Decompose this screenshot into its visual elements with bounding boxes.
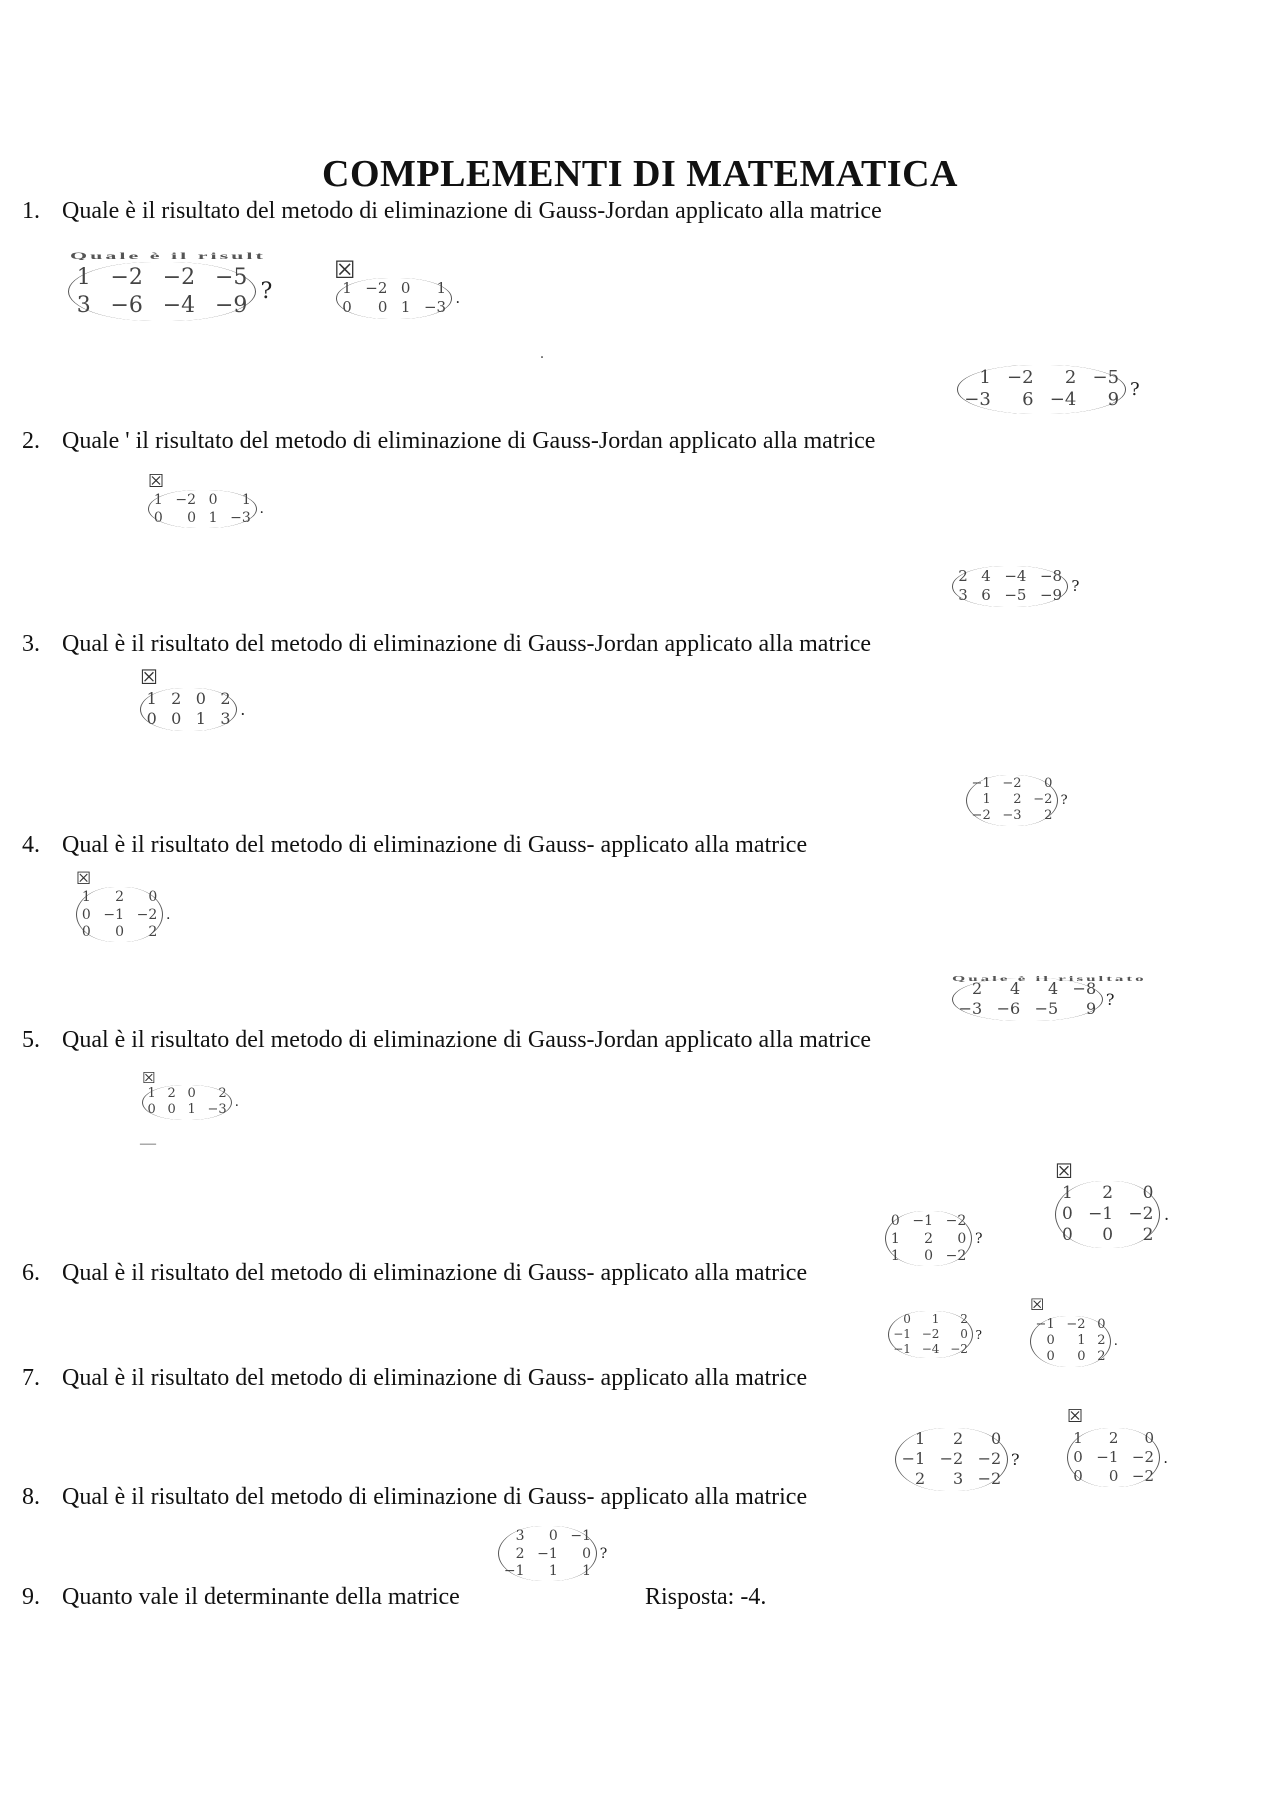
- matrix-cell: −2: [1131, 1466, 1155, 1485]
- matrix-cell: 0: [990, 1429, 1002, 1449]
- question-1: [22, 198, 882, 225]
- matrix-cell: −1: [893, 1326, 911, 1341]
- matrix-cell: 2: [1108, 1429, 1119, 1448]
- matrix-cell: −2: [110, 265, 143, 291]
- matrix-cell: 2: [1097, 1333, 1106, 1349]
- matrix-cell: −2: [971, 808, 991, 824]
- matrix-cell: −1: [570, 1528, 591, 1545]
- check-icon: ☒: [1055, 1159, 1073, 1183]
- matrix-q6-input: [885, 1211, 982, 1266]
- matrix-cell: 0: [81, 906, 91, 923]
- matrix-cell: 0: [957, 1230, 967, 1247]
- check-icon: ☒: [1067, 1406, 1084, 1427]
- matrix-cell: −5: [1034, 999, 1059, 1019]
- matrix-cell: −8: [1072, 979, 1097, 999]
- matrix-cell: −4: [1004, 567, 1027, 586]
- check-icon: ☒: [76, 869, 92, 889]
- matrix-cell: −1: [971, 775, 991, 791]
- matrix-q1-result: [336, 278, 460, 319]
- matrix-cell: 1: [1077, 1333, 1086, 1349]
- matrix-cell: 1: [890, 1230, 900, 1247]
- question-number: 9.: [22, 1584, 40, 1610]
- matrix-suffix: .: [240, 700, 246, 720]
- ghost-text: Quale è il risultato: [952, 974, 1147, 983]
- matrix-cell: 1: [1061, 1182, 1073, 1203]
- matrix-cell: 1: [979, 366, 991, 388]
- matrix-cell: 0: [1061, 1203, 1073, 1224]
- matrix-cell: 2: [958, 567, 968, 586]
- matrix-cell: −5: [1004, 586, 1027, 604]
- matrix-cell: −1: [103, 906, 125, 923]
- matrix-cell: 1: [582, 1563, 591, 1580]
- matrix-cell: −2: [365, 279, 388, 298]
- matrix-cell: −3: [207, 1102, 227, 1118]
- matrix-cell: 0: [1044, 775, 1053, 791]
- matrix-cell: 0: [548, 1528, 558, 1545]
- matrix-suffix: .: [455, 289, 461, 308]
- matrix-cell: −2: [136, 906, 158, 923]
- matrix-grid: [498, 1526, 597, 1581]
- matrix-grid: [1055, 1181, 1160, 1248]
- question-number: 6.: [22, 1260, 40, 1286]
- matrix-cell: 3: [220, 709, 231, 729]
- matrix-cell: 2: [218, 1085, 227, 1101]
- matrix-grid: [148, 490, 257, 528]
- matrix-cell: 1: [890, 1248, 900, 1265]
- matrix-cell: 0: [924, 1248, 934, 1265]
- matrix-cell: −2: [939, 1449, 964, 1469]
- matrix-cell: 0: [1144, 1429, 1155, 1448]
- matrix-cell: −2: [950, 1341, 968, 1356]
- matrix-cell: 0: [1097, 1316, 1106, 1332]
- matrix-cell: 2: [515, 1545, 525, 1562]
- check-icon: ☒: [140, 665, 158, 689]
- matrix-cell: 3: [952, 1469, 964, 1489]
- matrix-cell: 2: [1064, 366, 1077, 388]
- matrix-cell: 4: [1009, 979, 1021, 999]
- matrix-cell: −1: [893, 1341, 911, 1356]
- matrix-q4-result: [76, 887, 170, 942]
- matrix-cell: 1: [147, 1085, 156, 1101]
- matrix-cell: 1: [81, 889, 91, 906]
- matrix-cell: 2: [1044, 808, 1053, 824]
- matrix-cell: −6: [996, 999, 1021, 1019]
- matrix-cell: 1: [76, 265, 91, 291]
- matrix-cell: 1: [241, 492, 251, 509]
- matrix-suffix: .: [165, 906, 171, 923]
- matrix-q3-result: [140, 688, 245, 731]
- matrix-cell: 0: [903, 1311, 911, 1326]
- question-number: 3.: [22, 631, 40, 657]
- matrix-cell: −4: [162, 292, 196, 318]
- matrix-cell: 1: [982, 792, 991, 808]
- matrix-cell: 0: [1073, 1466, 1083, 1485]
- matrix-cell: 0: [187, 509, 197, 526]
- matrix-cell: 0: [81, 924, 91, 941]
- matrix-q1-input: [68, 262, 272, 321]
- matrix-suffix: .: [1113, 1334, 1118, 1350]
- page-title: COMPLEMENTI DI MATEMATICA: [322, 153, 958, 195]
- matrix-cell: −4: [921, 1341, 940, 1356]
- matrix-cell: 1: [187, 1102, 196, 1118]
- matrix-cell: 0: [146, 709, 157, 729]
- matrix-cell: −2: [1002, 775, 1022, 791]
- check-icon: ☒: [1030, 1295, 1045, 1314]
- matrix-grid: [966, 775, 1058, 826]
- matrix-cell: 0: [960, 1326, 968, 1341]
- question-8: [22, 1484, 807, 1511]
- matrix-cell: −2: [945, 1248, 967, 1265]
- matrix-cell: 2: [1097, 1349, 1106, 1365]
- question-text: Quale ' il risultato del metodo di eliminazione di Gauss-Jordan applicato alla matrice: [62, 428, 876, 454]
- matrix-grid: [142, 1085, 232, 1120]
- matrix-cell: 0: [1046, 1349, 1055, 1365]
- matrix-grid: [1067, 1428, 1160, 1487]
- ghost-text: Quale è il risult: [70, 250, 266, 260]
- question-text: Qual è il risultato del metodo di eliminazione di Gauss- applicato alla matrice: [62, 1260, 808, 1286]
- matrix-suffix: .: [1163, 1448, 1169, 1467]
- question-5: [22, 1027, 871, 1054]
- matrix-cell: −9: [1039, 586, 1063, 604]
- question-text: Qual è il risultato del metodo di eliminazione di Gauss- applicato alla matrice: [62, 1484, 808, 1510]
- matrix-q5-input: [952, 978, 1115, 1021]
- matrix-cell: −2: [945, 1213, 967, 1230]
- question-number: 8.: [22, 1484, 40, 1510]
- check-icon: ☒: [148, 471, 165, 492]
- matrix-cell: −3: [964, 389, 991, 411]
- matrix-cell: 1: [208, 509, 218, 526]
- matrix-grid: [140, 688, 237, 731]
- question-text: Qual è il risultato del metodo di eliminazione di Gauss-Jordan applicato alla matrice: [62, 631, 872, 657]
- matrix-grid: [957, 365, 1126, 414]
- matrix-cell: 2: [1013, 792, 1022, 808]
- matrix-q7-result: [1030, 1316, 1118, 1367]
- matrix-cell: −3: [230, 509, 251, 526]
- matrix-cell: 0: [171, 709, 182, 729]
- matrix-cell: 0: [342, 298, 352, 316]
- matrix-suffix: ?: [1129, 378, 1140, 400]
- question-number: 1.: [22, 198, 40, 224]
- question-2: [22, 428, 875, 455]
- question-4: [22, 832, 807, 859]
- matrix-cell: 0: [153, 509, 163, 526]
- matrix-cell: 6: [981, 586, 991, 604]
- matrix-q8-input: [895, 1428, 1020, 1491]
- matrix-q7-input: [888, 1311, 982, 1358]
- matrix-grid: [895, 1428, 1008, 1491]
- matrix-cell: 3: [958, 586, 968, 604]
- matrix-cell: 0: [167, 1102, 176, 1118]
- matrix-cell: −2: [921, 1326, 940, 1341]
- matrix-q9-input: [498, 1526, 607, 1581]
- matrix-grid: [1030, 1316, 1111, 1367]
- matrix-cell: −2: [1033, 792, 1053, 808]
- matrix-cell: −6: [110, 292, 143, 318]
- matrix-cell: −1: [503, 1563, 525, 1580]
- matrix-grid: [952, 978, 1103, 1021]
- matrix-q6-result: [1055, 1181, 1169, 1248]
- matrix-cell: 1: [153, 492, 163, 509]
- matrix-cell: −2: [977, 1449, 1002, 1469]
- question-7: [22, 1365, 807, 1392]
- matrix-grid: [888, 1311, 973, 1358]
- matrix-cell: 0: [377, 298, 388, 316]
- matrix-cell: −3: [958, 999, 983, 1019]
- matrix-cell: −1: [1096, 1448, 1119, 1466]
- matrix-suffix: .: [1163, 1204, 1170, 1225]
- matrix-suffix: .: [234, 1095, 239, 1111]
- matrix-cell: −2: [1007, 366, 1034, 388]
- check-icon: ☒: [142, 1069, 156, 1087]
- matrix-cell: 1: [915, 1429, 926, 1449]
- matrix-grid: [336, 278, 452, 319]
- question-number: 5.: [22, 1027, 40, 1053]
- question-9: [22, 1584, 460, 1611]
- matrix-cell: 0: [148, 889, 158, 906]
- matrix-suffix: ?: [1105, 990, 1115, 1010]
- matrix-cell: −1: [912, 1213, 934, 1230]
- matrix-cell: 0: [1061, 1225, 1073, 1246]
- question-text: Qual è il risultato del metodo di eliminazione di Gauss-Jordan applicato alla matrice: [62, 1027, 872, 1053]
- matrix-cell: 2: [1102, 1182, 1114, 1203]
- answer-9: Risposta: -4.: [645, 1584, 767, 1610]
- matrix-cell: −2: [162, 265, 196, 291]
- matrix-cell: 4: [981, 567, 991, 586]
- matrix-cell: 0: [208, 492, 218, 509]
- matrix-cell: 2: [167, 1085, 176, 1101]
- matrix-grid: [952, 566, 1068, 607]
- matrix-cell: 3: [515, 1528, 525, 1545]
- matrix-cell: 3: [76, 292, 91, 318]
- matrix-cell: −1: [537, 1545, 558, 1562]
- matrix-cell: 0: [147, 1102, 156, 1118]
- matrix-cell: 2: [148, 924, 158, 941]
- stray-dash: —: [140, 1135, 156, 1152]
- matrix-cell: 0: [1108, 1466, 1119, 1485]
- matrix-cell: 2: [115, 889, 125, 906]
- matrix-cell: 2: [972, 979, 983, 999]
- matrix-cell: 0: [1077, 1349, 1086, 1365]
- question-text: Quanto vale il determinante della matrice: [62, 1584, 460, 1610]
- matrix-grid: [885, 1211, 972, 1266]
- matrix-cell: 4: [1047, 979, 1059, 999]
- matrix-cell: −8: [1039, 567, 1063, 586]
- matrix-cell: 1: [400, 298, 411, 316]
- matrix-cell: 2: [915, 1469, 926, 1489]
- matrix-cell: 9: [1085, 999, 1097, 1019]
- question-number: 2.: [22, 428, 40, 454]
- matrix-cell: 2: [220, 689, 231, 709]
- matrix-cell: 2: [960, 1311, 968, 1326]
- matrix-cell: −5: [214, 265, 248, 291]
- question-text: Qual è il risultato del metodo di eliminazione di Gauss- applicato alla matrice: [62, 1365, 808, 1391]
- matrix-cell: 2: [171, 689, 182, 709]
- matrix-cell: 0: [1073, 1448, 1083, 1466]
- matrix-q2-input: [957, 365, 1140, 414]
- matrix-cell: 9: [1107, 389, 1120, 411]
- matrix-cell: 2: [924, 1230, 934, 1247]
- matrix-cell: 0: [890, 1213, 900, 1230]
- matrix-suffix: ?: [975, 1327, 982, 1342]
- matrix-suffix: ?: [974, 1230, 983, 1247]
- question-3: [22, 631, 871, 658]
- matrix-grid: [76, 887, 163, 942]
- matrix-q3-input: [952, 566, 1079, 607]
- matrix-cell: 0: [1046, 1333, 1055, 1349]
- matrix-cell: 1: [146, 689, 157, 709]
- matrix-cell: −3: [423, 298, 447, 316]
- matrix-cell: −1: [1088, 1203, 1114, 1224]
- matrix-cell: 0: [115, 924, 125, 941]
- matrix-q8-result: [1067, 1428, 1168, 1487]
- matrix-suffix: ?: [599, 1545, 608, 1562]
- matrix-cell: −1: [1035, 1316, 1055, 1332]
- matrix-cell: 1: [195, 709, 206, 729]
- matrix-cell: 0: [1142, 1182, 1154, 1203]
- matrix-cell: 0: [582, 1545, 591, 1562]
- matrix-cell: 0: [195, 689, 206, 709]
- matrix-suffix: ?: [1071, 577, 1080, 596]
- matrix-cell: −9: [214, 292, 248, 318]
- matrix-q2-result: [148, 490, 264, 528]
- matrix-cell: −4: [1049, 389, 1077, 411]
- matrix-cell: 1: [931, 1311, 940, 1326]
- matrix-cell: −5: [1092, 366, 1120, 388]
- matrix-cell: −1: [901, 1449, 926, 1469]
- question-number: 4.: [22, 832, 40, 858]
- matrix-cell: 1: [436, 279, 447, 298]
- matrix-suffix: ?: [1010, 1450, 1020, 1470]
- matrix-suffix: .: [259, 500, 264, 517]
- matrix-q5-result: [142, 1085, 239, 1120]
- matrix-cell: −2: [1128, 1203, 1154, 1224]
- matrix-cell: 0: [1102, 1225, 1114, 1246]
- matrix-cell: 1: [1073, 1429, 1083, 1448]
- matrix-cell: 6: [1022, 389, 1034, 411]
- question-text: Quale è il risultato del metodo di eliminazione di Gauss-Jordan applicato alla matrice: [62, 198, 882, 224]
- matrix-cell: 1: [548, 1563, 558, 1580]
- matrix-cell: −2: [1066, 1316, 1086, 1332]
- matrix-suffix: ?: [260, 279, 273, 305]
- matrix-cell: 2: [1142, 1225, 1154, 1246]
- stray-dot: .: [540, 345, 544, 362]
- matrix-q4-input: [966, 775, 1068, 826]
- matrix-cell: −3: [1002, 808, 1022, 824]
- matrix-cell: 0: [187, 1085, 196, 1101]
- check-icon: ☒: [334, 256, 356, 284]
- matrix-cell: −2: [175, 492, 197, 509]
- question-text: Qual è il risultato del metodo di eliminazione di Gauss- applicato alla matrice: [62, 832, 808, 858]
- matrix-cell: 2: [952, 1429, 964, 1449]
- matrix-suffix: ?: [1060, 793, 1068, 809]
- matrix-cell: −2: [977, 1469, 1002, 1489]
- matrix-cell: 0: [400, 279, 411, 298]
- matrix-cell: −2: [1131, 1448, 1155, 1466]
- question-number: 7.: [22, 1365, 40, 1391]
- matrix-grid: [68, 262, 256, 321]
- question-6: [22, 1260, 807, 1287]
- matrix-cell: 1: [342, 279, 352, 298]
